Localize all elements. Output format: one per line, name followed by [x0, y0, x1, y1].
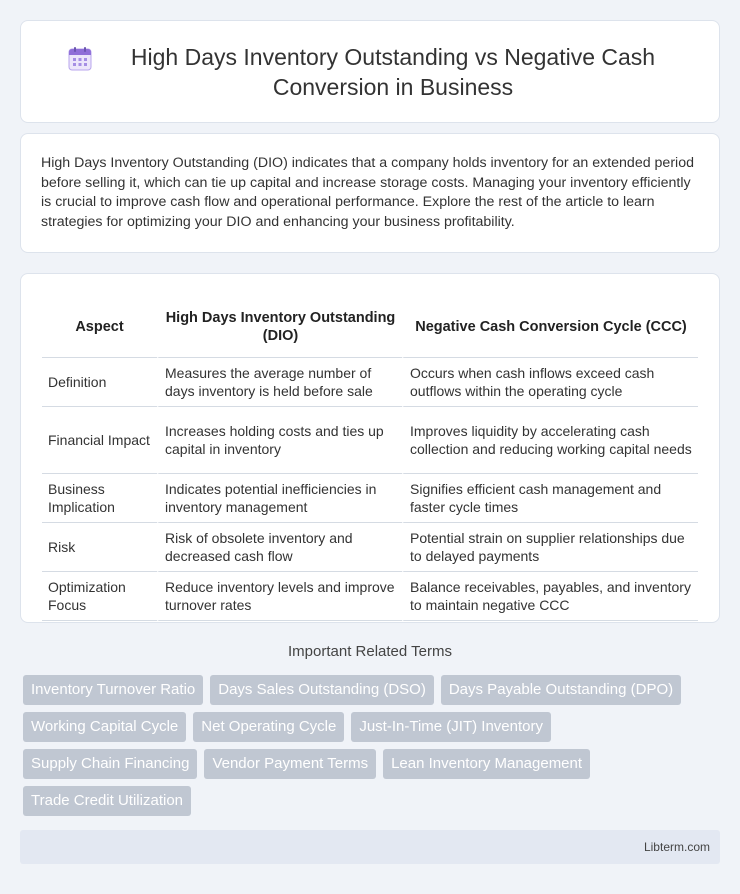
related-term-tag[interactable]: Vendor Payment Terms [204, 749, 376, 779]
row-ccc: Improves liquidity by accelerating cash collection and reducing working capital needs [402, 407, 698, 474]
table-row [42, 572, 698, 621]
header-dio: High Days Inventory Outstanding (DIO) [157, 296, 402, 358]
row-ccc: Balance receivables, payables, and inventory to maintain negative CCC [402, 572, 698, 621]
comparison-table-card [20, 273, 720, 623]
intro-paragraph: High Days Inventory Outstanding (DIO) indicates that a company holds inventory for an extended period before selling it, which can tie up capital and increase storage costs. Managing your inventory efficiently is crucial to improve cash flow and operational performance. Explore the rest of the article to learn strategies for optimizing your DIO and enhancing your business profitability. [41, 155, 694, 230]
header-card [20, 20, 720, 123]
related-term-tag[interactable]: Net Operating Cycle [193, 712, 344, 742]
row-aspect: Business Implication [42, 474, 157, 523]
footer [20, 830, 720, 864]
related-terms-list [23, 675, 723, 816]
page-title: High Days Inventory Outstanding vs Negative Cash Conversion in Business [130, 43, 656, 100]
table-row [42, 407, 698, 474]
row-aspect: Definition [42, 358, 157, 407]
row-aspect: Optimization Focus [42, 572, 157, 621]
related-terms-title: Important Related Terms [288, 643, 452, 660]
row-dio: Indicates potential inefficiencies in inventory management [157, 474, 402, 523]
related-term-tag[interactable]: Working Capital Cycle [23, 712, 186, 742]
row-dio: Measures the average number of days inventory is held before sale [157, 358, 402, 407]
table-row [42, 474, 698, 523]
comparison-table [42, 296, 698, 621]
table-header-row [42, 296, 698, 358]
row-dio: Increases holding costs and ties up capital in inventory [157, 407, 402, 474]
row-aspect: Risk [42, 523, 157, 572]
related-term-tag[interactable]: Supply Chain Financing [23, 749, 197, 779]
row-dio: Reduce inventory levels and improve turnover rates [157, 572, 402, 621]
row-aspect: Financial Impact [42, 407, 157, 474]
header-ccc: Negative Cash Conversion Cycle (CCC) [402, 296, 698, 358]
intro-card [20, 133, 720, 253]
table-row [42, 358, 698, 407]
related-term-tag[interactable]: Just-In-Time (JIT) Inventory [351, 712, 551, 742]
related-term-tag[interactable]: Lean Inventory Management [383, 749, 590, 779]
footer-site-link[interactable]: Libterm.com [643, 840, 710, 854]
row-dio: Risk of obsolete inventory and decreased cash flow [157, 523, 402, 572]
related-term-tag[interactable]: Inventory Turnover Ratio [23, 675, 203, 705]
calendar-icon [67, 46, 93, 72]
related-term-tag[interactable]: Days Sales Outstanding (DSO) [210, 675, 434, 705]
row-ccc: Signifies efficient cash management and faster cycle times [402, 474, 698, 523]
row-ccc: Potential strain on supplier relationships due to delayed payments [402, 523, 698, 572]
row-ccc: Occurs when cash inflows exceed cash outflows within the operating cycle [402, 358, 698, 407]
related-term-tag[interactable]: Days Payable Outstanding (DPO) [441, 675, 681, 705]
related-term-tag[interactable]: Trade Credit Utilization [23, 786, 191, 816]
header-aspect: Aspect [42, 296, 157, 358]
table-row [42, 523, 698, 572]
